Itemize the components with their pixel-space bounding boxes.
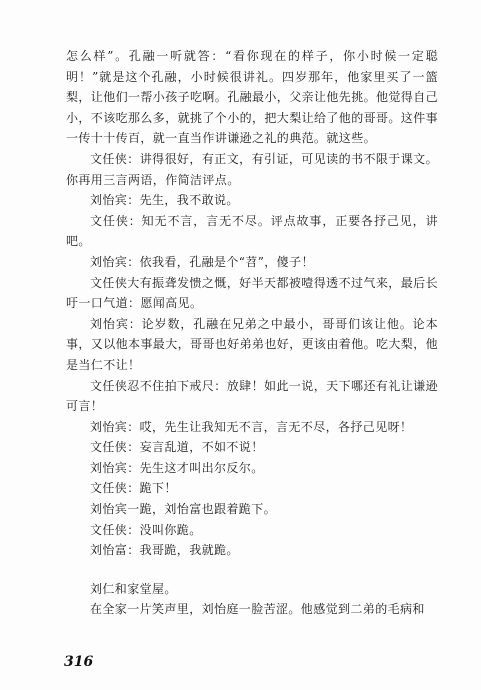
paragraph: 文任侠：没叫你跪。 [90,522,202,537]
paragraph: 文任侠：妄言乱道，不如不说！ [90,440,264,455]
paragraph: 文任侠大有振聋发愦之慨，好半天都被噎得透不过气来，最后长吁一口气道：愿闻高见。 [66,275,438,311]
paragraph: 刘怡宾：依我看，孔融是个“苕”，傻子！ [90,254,314,269]
paragraph: 刘怡宾：哎，先生让我知无不言，言无不尽，各抒己见呀！ [90,419,413,434]
paragraph: 文任侠：讲得很好，有正文，有引证，可见读的书不限于课文。你再用三言两语，作简洁评点。 [66,151,438,187]
page-number: 316 [64,654,94,670]
paragraph: 刘怡宾：论岁数，孔融在兄弟之中最小，哥哥们该让他。论本事，又以他本事最大，哥哥也好弟弟也好，更该由着他。吃大梨，他是当仁不让！ [66,316,439,372]
paragraph: 文任侠：知无不言，言无不尽。评点故事，正要各抒己见，讲吧。 [66,213,438,249]
paragraph: 刘怡宾：先生这才叫出尔反尔。 [90,460,264,475]
paragraph: 在全家一片笑声里，刘怡庭一脸苦涩。他感觉到二弟的毛病和 [90,602,425,617]
paragraph: 刘怡宾一跪，刘怡富也跟着跪下。 [90,502,277,517]
paragraph: 文任侠忍不住拍下戒尺：放肆！如此一说，天下哪还有礼让谦逊可言！ [66,378,438,414]
paragraph: 怎么样”。孔融一听就答：“看你现在的样子，你小时候一定聪明！”就是这个孔融，小时候很讲礼。四岁那年，他家里买了一篮梨，让他们一帮小孩子吃啊。孔融最小，父亲让他先挑。他觉得自己小，不该吃那么多，就挑了个小的，把大梨让给了他的哥哥。这件事一传十十传百，就一直当作讲谦逊之礼的典范。就这些。 [66,49,439,146]
paragraph: 刘怡宾：先生，我不敢说。 [90,193,239,208]
scene-heading: 刘仁和家堂屋。 [90,581,177,596]
paragraph: 文任侠：跪下！ [90,481,177,496]
body-text [66,46,438,620]
paragraph: 刘怡富：我哥跪，我就跪。 [90,543,239,558]
